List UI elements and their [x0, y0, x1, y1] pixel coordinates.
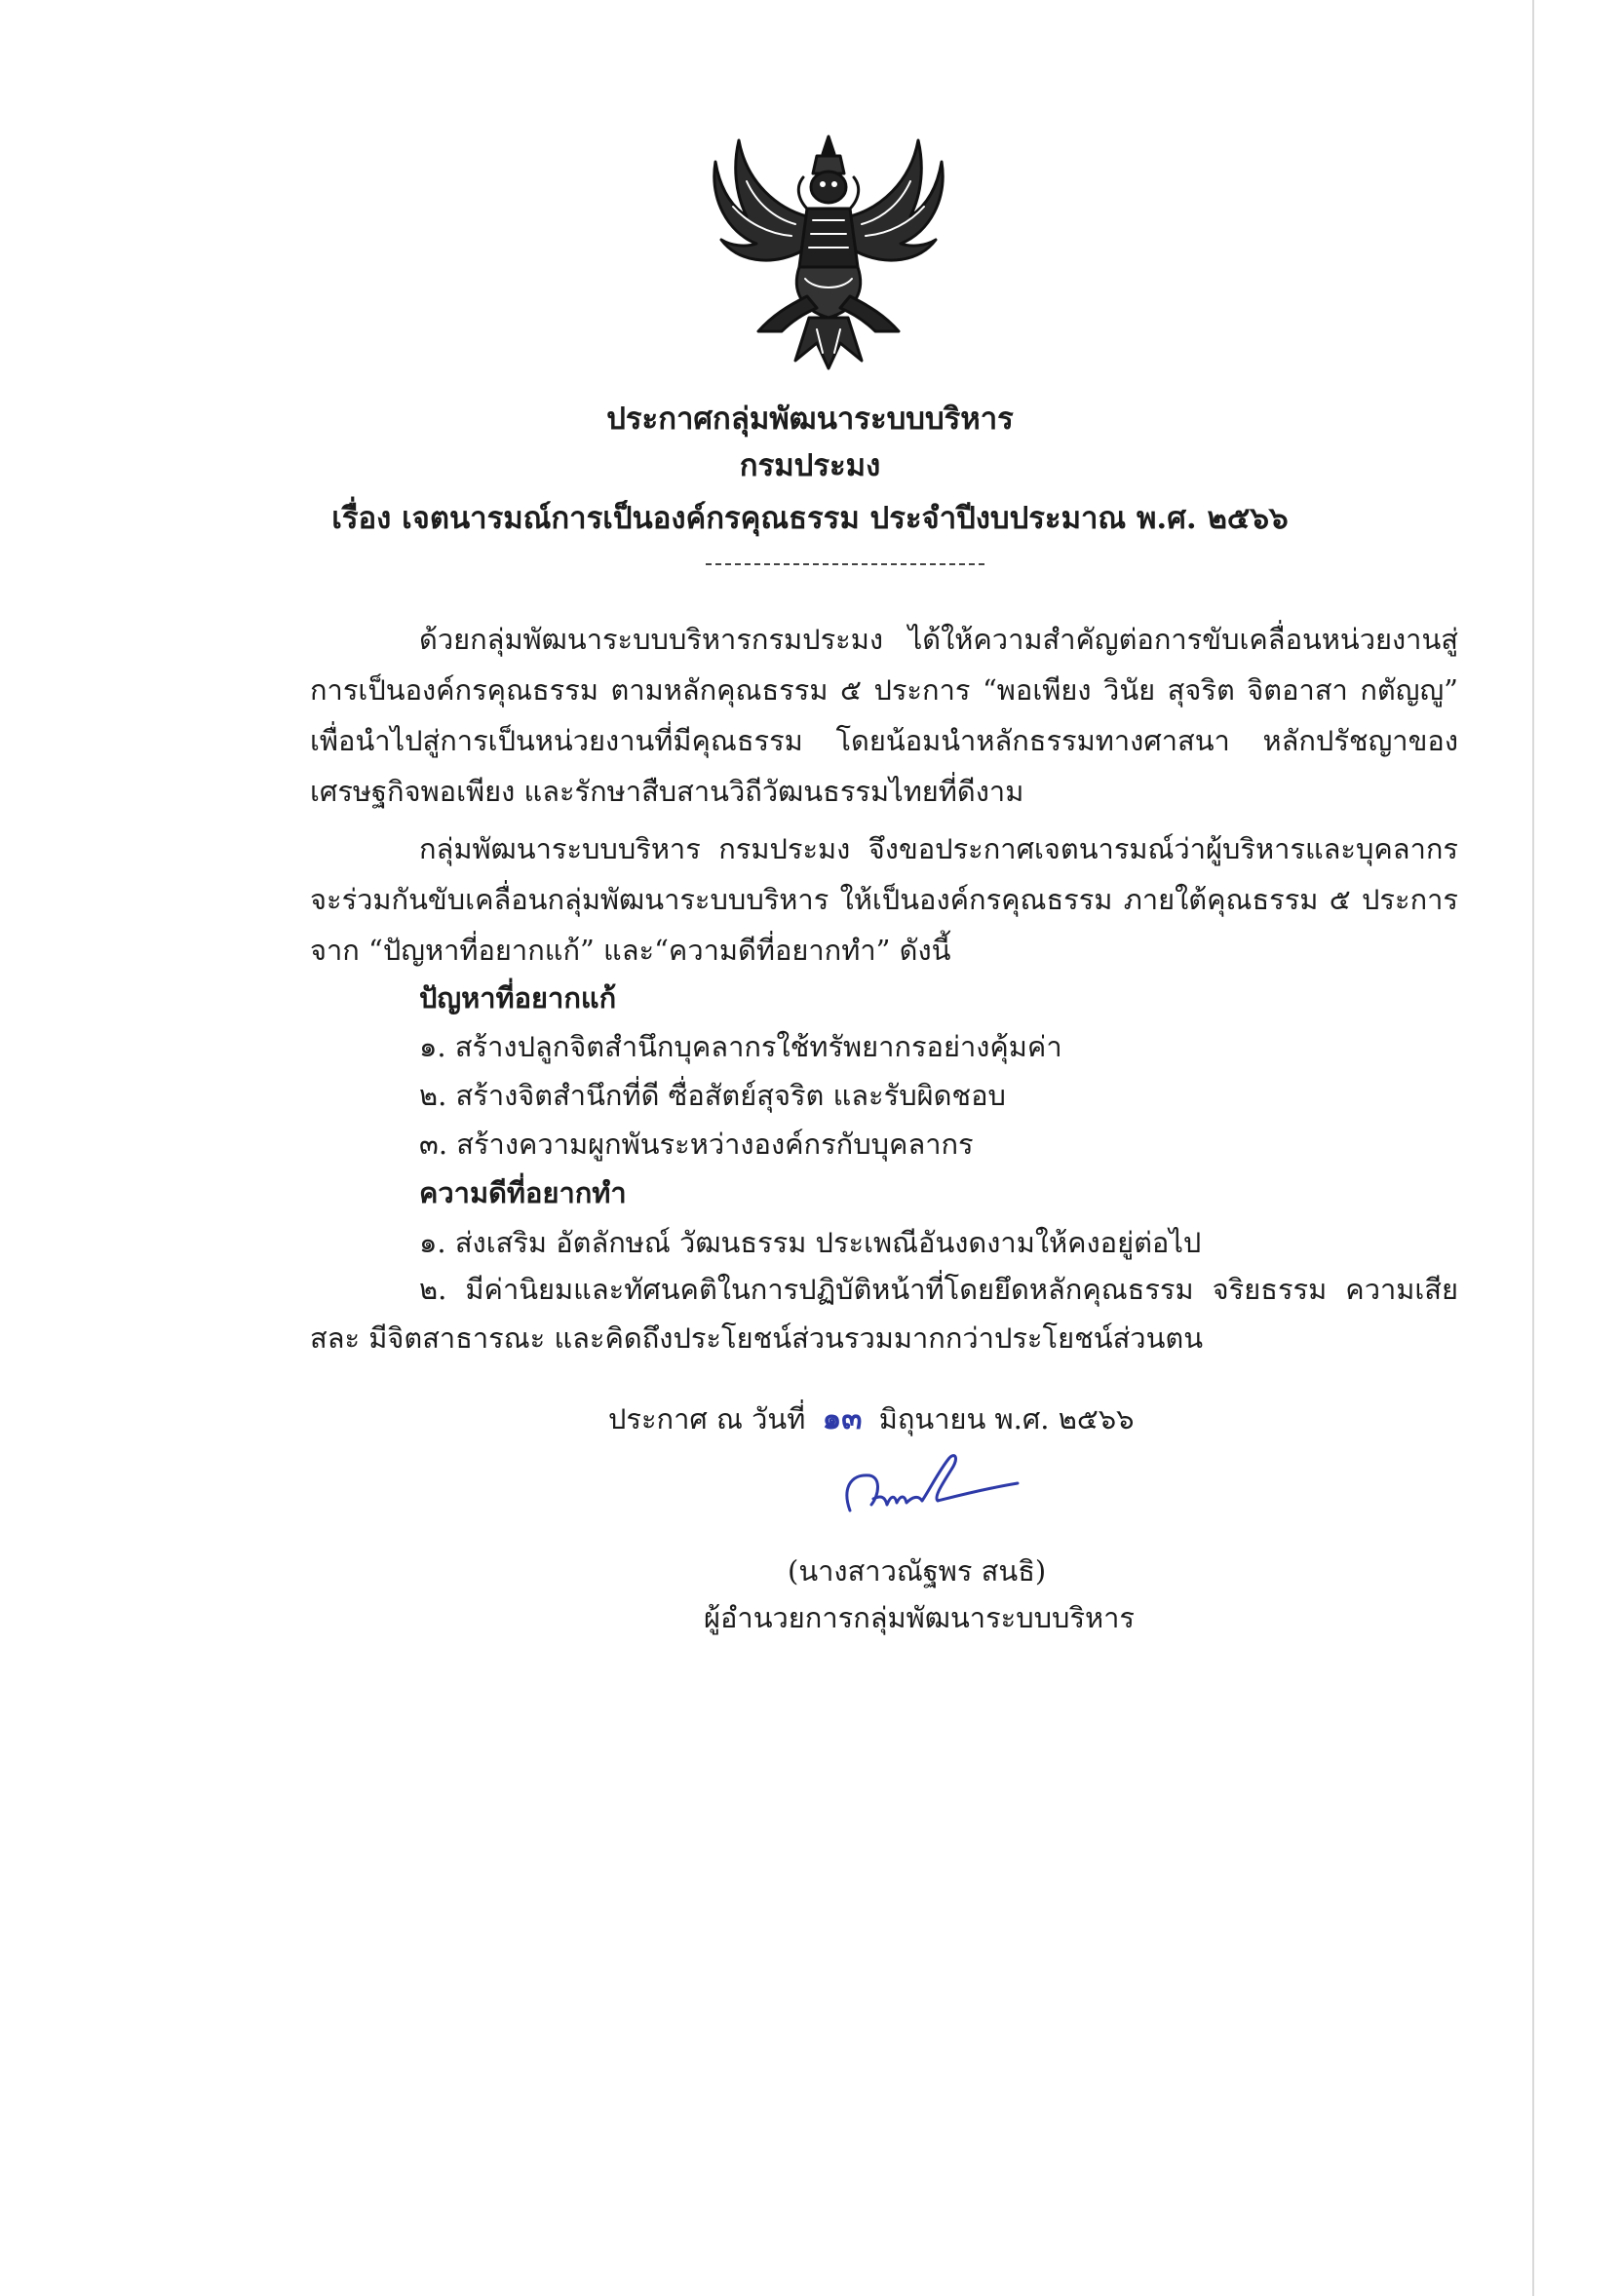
problem-item-1: ๑. สร้างปลูกจิตสำนึกบุคลากรใช้ทรัพยากรอย่างคุ้มค่า — [419, 1030, 1062, 1063]
signer-name: (นางสาวณัฐพร สนธิ) — [788, 1554, 1047, 1588]
date-suffix: มิถุนายน พ.ศ. ๒๕๖๖ — [878, 1402, 1135, 1435]
body-paragraph-1: ด้วยกลุ่มพัฒนาระบบบริหารกรมประมง ได้ให้ความสำคัญต่อการขับเคลื่อนหน่วยงานสู่การเป็นองค์กรคุณธรรม ตามหลักคุณธรรม ๕ ประการ “พอเพียง วินัย สุจริต จิตอาสา กตัญญู” เพื่อนำไปสู่การเป็นหน่วยงานที่มีคุณธรรม โดยน้อมนำหลักธรรมทางศาสนา หลักปรัชญาของเศรษฐกิจพอเพียง และรักษาสืบสานวิถีวัฒนธรรมไทยที่ดีงาม — [310, 623, 1458, 808]
goodness-heading: ความดีที่อยากทำ — [419, 1176, 627, 1209]
body-paragraph-2: กลุ่มพัฒนาระบบบริหาร กรมประมง จึงขอประกาศเจตนารมณ์ว่าผู้บริหารและบุคลากร จะร่วมกันขับเคลื่อนกลุ่มพัฒนาระบบบริหาร ให้เป็นองค์กรคุณธรรม ภายใต้คุณธรรม ๕ ประการ จาก “ปัญหาที่อยากแก้” และ“ความดีที่อยากทำ” ดังนี้ — [310, 832, 1458, 967]
goodness-item-2: ๒. มีค่านิยมและทัศนคติในการปฏิบัติหน้าที่โดยยึดหลักคุณธรรม จริยธรรม ความเสียสละ มีจิตสาธารณะ และคิดถึงประโยชน์ส่วนรวมมากกว่าประโยชน์ส่วนตน — [310, 1273, 1458, 1355]
goodness-item-1: ๑. ส่งเสริม อัตลักษณ์ วัฒนธรรม ประเพณีอันงดงามให้คงอยู่ต่อไป — [419, 1226, 1202, 1259]
handwritten-signature — [836, 1450, 1031, 1528]
problem-item-2: ๒. สร้างจิตสำนึกที่ดี ซื่อสัตย์สุจริต และรับผิดชอบ — [419, 1079, 1006, 1112]
garuda-emblem-icon — [702, 123, 955, 376]
scan-edge — [1532, 0, 1534, 2296]
problem-item-3: ๓. สร้างความผูกพันระหว่างองค์กรกับบุคลากร — [419, 1128, 974, 1161]
problems-heading: ปัญหาที่อยากแก้ — [419, 981, 617, 1014]
date-prefix: ประกาศ ณ วันที่ — [608, 1402, 806, 1435]
department-name: กรมประมง — [739, 448, 881, 483]
dashed-divider — [706, 563, 984, 565]
announcement-date — [608, 1399, 1135, 1438]
date-day-handwritten: ๑๓ — [822, 1401, 863, 1436]
announcement-subject: เรื่อง เจตนารมณ์การเป็นองค์กรคุณธรรม ประจำปีงบประมาณ พ.ศ. ๒๕๖๖ — [331, 501, 1289, 536]
signer-position: ผู้อำนวยการกลุ่มพัฒนาระบบบริหาร — [704, 1601, 1136, 1634]
announcement-title: ประกาศกลุ่มพัฒนาระบบบริหาร — [606, 402, 1014, 437]
